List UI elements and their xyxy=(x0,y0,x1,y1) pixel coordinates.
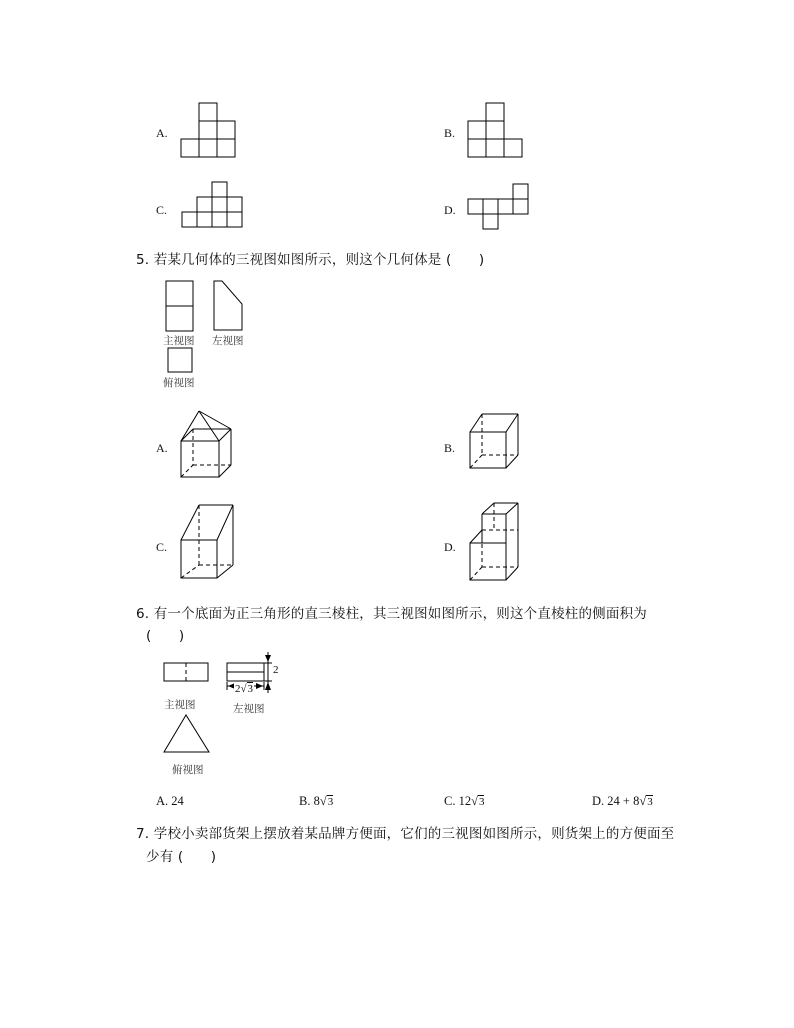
q7-question-text-line1: 7. 学校小卖部货架上摆放着某品牌方便面，它们的三视图如图所示，则货架上的方便面至 xyxy=(136,826,675,842)
q4-option-b-label: B. xyxy=(444,126,456,140)
q6-answer-b[interactable]: B. 8√3 xyxy=(299,794,334,808)
q6-top-view-caption: 俯视图 xyxy=(172,764,204,776)
q5-front-view-caption: 主视图 xyxy=(163,335,195,347)
q6-answer-a[interactable] xyxy=(156,794,184,809)
q6-answer-a-text: A. 24 xyxy=(156,794,184,808)
q4-option-d-label: D. xyxy=(444,203,456,217)
q5-option-d-label: D. xyxy=(444,540,456,554)
q6-answer-c-text: C. 12 xyxy=(444,794,472,808)
q6-answer-c-radicand: 3 xyxy=(478,796,485,808)
q6-answer-b-text: B. 8 xyxy=(299,794,320,808)
q6-front-view-caption: 主视图 xyxy=(164,699,196,711)
q6-left-view-caption: 左视图 xyxy=(233,703,265,715)
q4-option-c-label: C. xyxy=(156,203,168,217)
q5-top-view-caption: 俯视图 xyxy=(163,377,195,389)
q6-question-text-line1: 6. 有一个底面为正三角形的直三棱柱，其三视图如图所示，则这个直棱柱的侧面积为 xyxy=(136,606,647,622)
q7-question-text-line2: 少有 ( ) xyxy=(146,849,217,865)
q4-option-a-label: A. xyxy=(156,126,168,140)
q6-answer-b-radicand: 3 xyxy=(327,796,334,808)
q6-answer-d-radicand: 3 xyxy=(647,796,653,808)
q5-question-text: 5. 若某几何体的三视图如图所示，则这个几何体是 ( ) xyxy=(136,252,485,268)
q6-dim-width-coef: 2 xyxy=(235,683,241,695)
q5-option-a-label: A. xyxy=(156,441,168,455)
q5-option-c-label: C. xyxy=(156,540,168,554)
q5-left-view-caption: 左视图 xyxy=(212,335,244,347)
q6-answer-d-text: D. 24 + 8 xyxy=(592,794,640,808)
q5-option-b-label: B. xyxy=(444,441,456,455)
q6-answer-d[interactable]: D. 24 + 8√3 xyxy=(592,794,653,808)
q6-answer-c[interactable]: C. 12√3 xyxy=(444,794,485,808)
q6-dim-height-label: 2 xyxy=(273,664,279,676)
q6-question-text-line2: ( ) xyxy=(146,628,185,644)
q6-dim-width-radicand: 3 xyxy=(247,683,254,695)
q6-dim-width-label: 2√3 xyxy=(235,683,254,695)
